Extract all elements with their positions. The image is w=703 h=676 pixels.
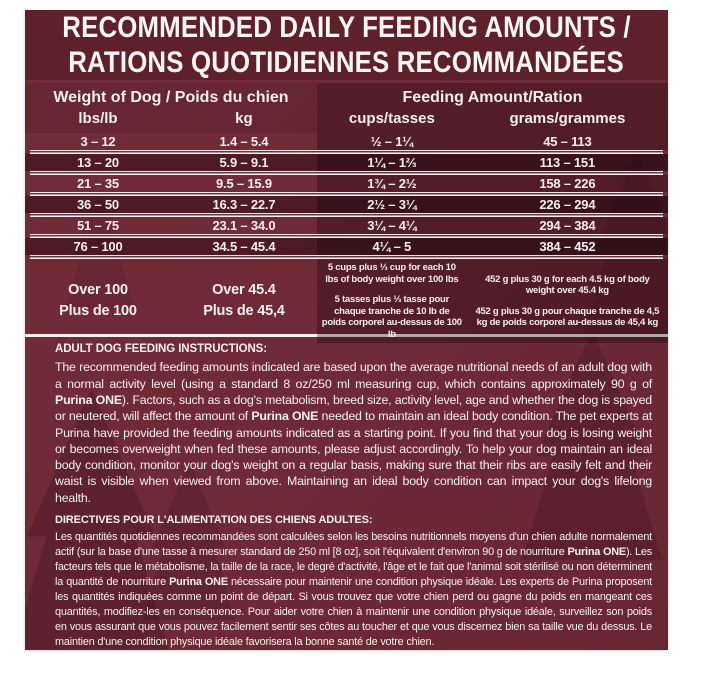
cups-over-note-english: 5 cups plus ⅓ cup for each 10 lbs of body weight over 100 lbs	[325, 262, 459, 285]
cell-grams: 384 – 452	[467, 238, 668, 255]
cell-cups: 3¼ – 4¼	[317, 217, 467, 234]
table-row-over-100	[25, 259, 668, 340]
title-line-french: RATIONS QUOTIDIENNES RECOMMANDÉES	[68, 46, 625, 79]
cell-kg: 5.9 – 9.1	[171, 154, 317, 171]
table-row	[25, 154, 668, 171]
cell-grams-over	[467, 259, 668, 343]
cell-kg: 34.5 – 45.4	[171, 238, 317, 255]
cell-grams: 226 – 294	[467, 196, 668, 213]
cell-lbs-over	[25, 259, 171, 343]
column-header-kg: kg	[235, 110, 253, 128]
title-line-english: RECOMMENDED DAILY FEEDING AMOUNTS /	[62, 11, 631, 44]
table-row	[25, 217, 668, 234]
cell-grams: 45 – 113	[467, 133, 668, 150]
feeding-header-label: Feeding Amount/Ration	[402, 89, 583, 107]
instructions-heading-french: DIRECTIVES POUR L'ALIMENTATION DES CHIENS ADULTES:	[55, 514, 373, 526]
over-45kg-french: Plus de 45,4	[203, 303, 285, 320]
cups-over-note-french: 5 tasses plus ⅓ tasse pour chaque tranche de 10 lb de poids corporel au-dessus de 100 lb	[321, 294, 462, 340]
weight-header-group	[25, 83, 317, 133]
feeding-instructions-english	[25, 337, 668, 506]
column-header-cups: cups/tasses	[348, 110, 435, 128]
weight-header-label: Weight of Dog / Poids du chien	[53, 89, 289, 107]
cell-cups: 1¼ – 1⅔	[317, 154, 467, 171]
over-100-french: Plus de 100	[59, 303, 137, 320]
cell-kg-over	[171, 259, 317, 343]
cell-cups: 1¾ – 2½	[317, 175, 467, 192]
label-sheet	[25, 10, 668, 650]
title-banner	[25, 10, 668, 80]
cell-lbs: 3 – 12	[80, 134, 116, 150]
feeding-instructions-french	[25, 506, 668, 650]
label-content	[25, 10, 668, 650]
table-row	[25, 175, 668, 192]
cell-cups-over	[317, 259, 467, 343]
cell-lbs: 21 – 35	[76, 176, 119, 192]
cell-lbs: 76 – 100	[25, 238, 171, 255]
cell-kg: 9.5 – 15.9	[216, 176, 272, 192]
cell-grams: 294 – 384	[467, 217, 668, 234]
table-row	[25, 133, 668, 150]
column-header-lbs: lbs/lb	[78, 110, 118, 128]
cell-lbs: 13 – 20	[25, 154, 171, 171]
over-100-english: Over 100	[68, 282, 128, 299]
instructions-heading-english: ADULT DOG FEEDING INSTRUCTIONS:	[55, 343, 267, 356]
table-row	[25, 238, 668, 255]
instructions-body-french: Les quantités quotidiennes recommandées sont calculées selon les besoins nutritionnels moyens d'un chien adulte normalement actif (sur la base d'une tasse à mesurer standard de 250 ml [8 oz], soit l'équivalent d'environ 90 g de nourriture Purina ONE). Les facteurs tels que le métabolisme, la taille de la race, le degré d'activité, l'âge et le fait que l'animal soit stérilisé ou non déterminent la quantité de nourriture Purina ONE nécessaire pour maintenir une condition physique idéale. Les experts de Purina proposent les quantités indiquées comme un point de départ. Si vous trouvez que votre chien perd ou gagne du poids en mangeant ces quantités, modifiez-les en conséquence. Pour aider votre chien à maintenir une condition physique idéale, surveillez son poids en vous assurant que vous pouvez facilement sentir ses côtes au toucher et que vous discernez bien sa taille vue du dessus. Le maintien d'une condition physique idéale favorisera la bonne santé de votre chien.	[55, 531, 653, 648]
cell-grams: 158 – 226	[467, 175, 668, 192]
cell-lbs: 36 – 50	[25, 196, 171, 213]
cell-grams: 113 – 151	[467, 154, 668, 171]
cell-kg: 16.3 – 22.7	[171, 196, 317, 213]
cell-lbs: 51 – 75	[76, 218, 119, 234]
cell-cups: 4¼ – 5	[317, 238, 467, 255]
weight-subheaders	[25, 109, 317, 129]
table-row	[25, 196, 668, 213]
cell-cups: 2½ – 3¼	[317, 196, 467, 213]
table-header	[25, 83, 668, 133]
feeding-subheaders	[317, 109, 668, 129]
cell-cups: ½ – 1¼	[317, 133, 467, 150]
cell-kg: 1.4 – 5.4	[219, 134, 269, 150]
feeding-table	[25, 83, 668, 340]
over-45kg-english: Over 45.4	[212, 282, 276, 299]
grams-over-note-french: 452 g plus 30 g pour chaque tranche de 4,5 kg de poids corporel au-dessus de 45,4 kg	[475, 305, 660, 329]
instructions-body-english: The recommended feeding amounts indicated are based upon the average nutritional needs of an adult dog with a normal activity level (using a standard 8 oz/250 ml measuring cup, which contains approximately 90 g of Purina ONE). Factors, such as a dog's metabolism, breed size, activity level, age and whether the dog is spayed or neutered, will affect the amount of Purina ONE needed to maintain an ideal body condition. The pet experts at Purina have provided the feeding amounts indicated as a starting point. If you find that your dog is losing weight or becomes overweight when fed these amounts, please adjust accordingly. To help your dog maintain an ideal body condition, monitor your dog's weight on a regular basis, making sure that their ribs are easily felt and their waist is visible when viewed from above. Maintaining an ideal body condition can impact your dog's lifelong health.	[55, 360, 652, 505]
column-header-grams: grams/grammes	[509, 110, 626, 128]
grams-over-note-english: 452 g plus 30 g for each 4.5 kg of body weight over 45.4 kg	[485, 273, 650, 297]
feeding-header-group	[317, 83, 668, 133]
cell-kg: 23.1 – 34.0	[212, 218, 276, 234]
